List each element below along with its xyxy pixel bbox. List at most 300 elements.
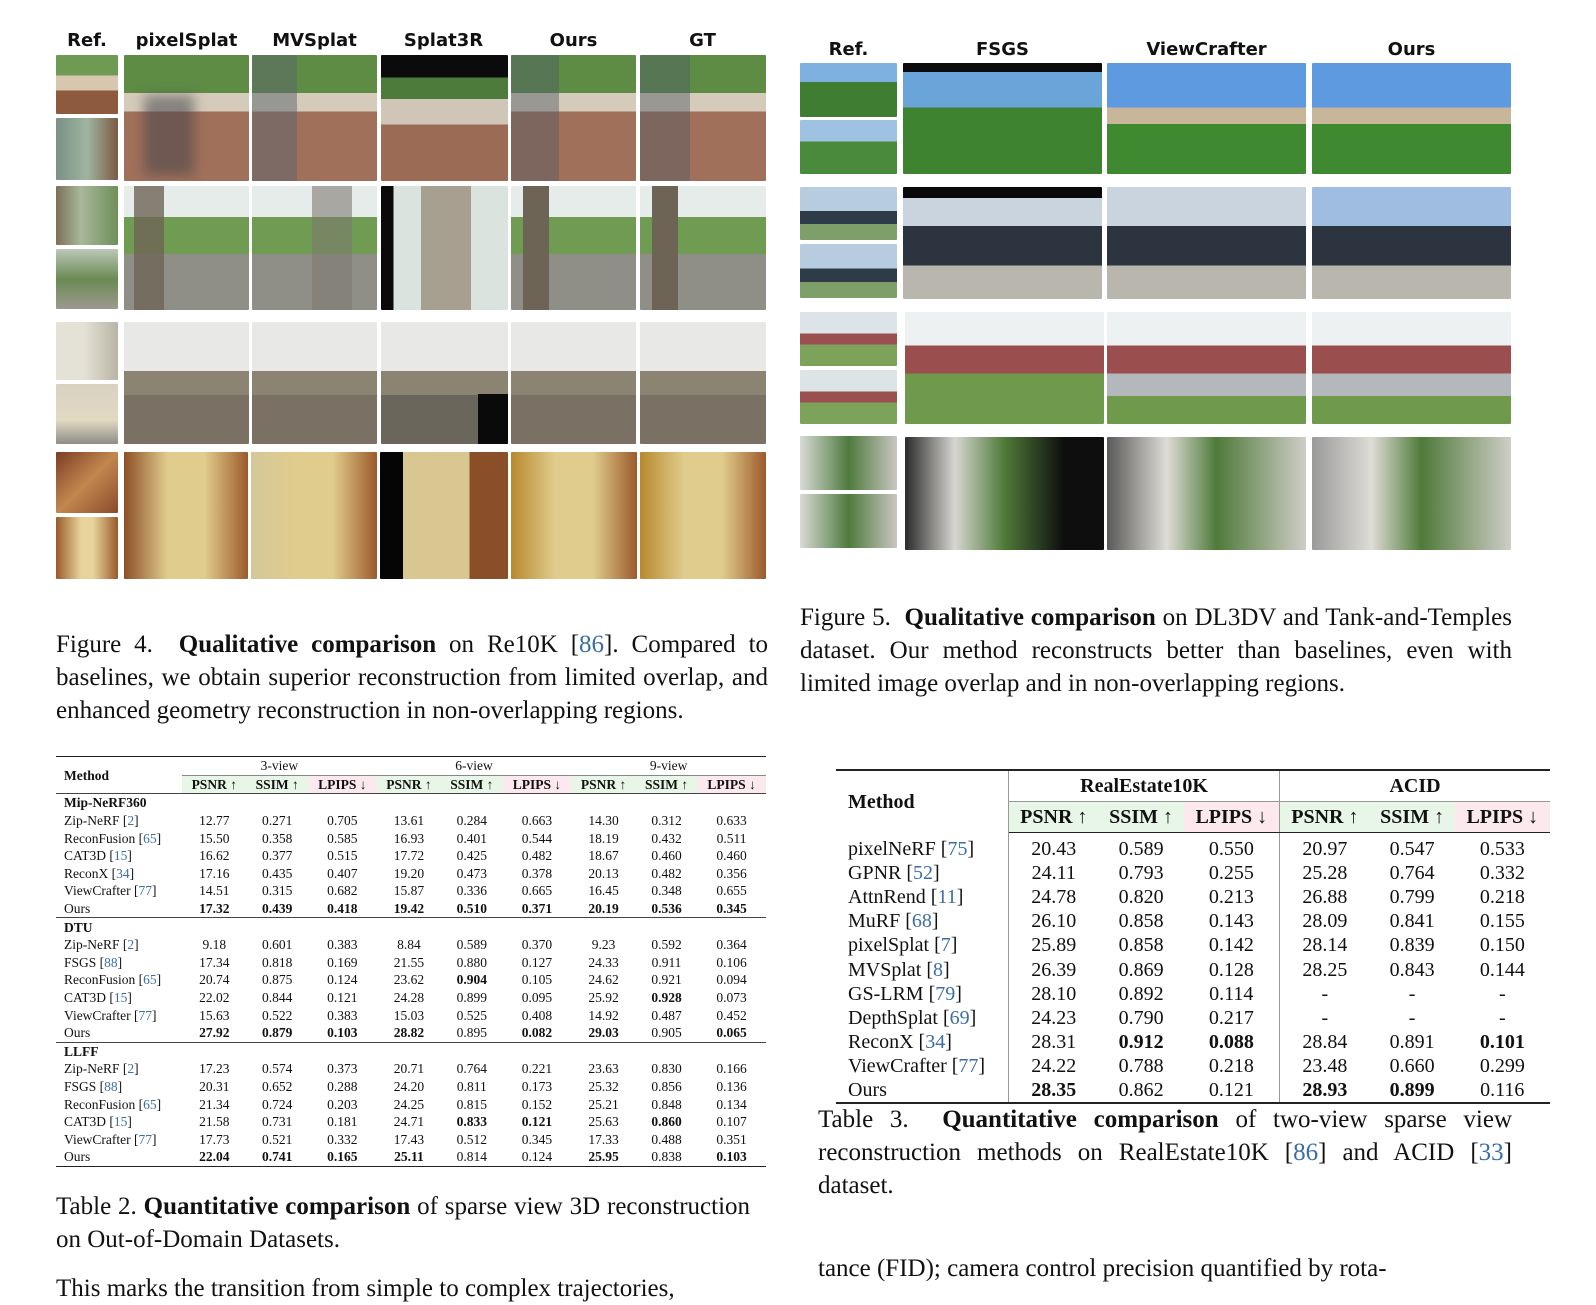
value-cell: 27.92 <box>199 1025 230 1041</box>
table-2-method-header: Method <box>56 757 182 794</box>
citation-link[interactable]: 65 <box>143 830 157 846</box>
fig4-r2-mvsplat <box>252 186 377 310</box>
value-cell: 0.127 <box>521 954 553 970</box>
value-cell: 24.78 <box>1031 886 1077 909</box>
method-name: AttnRend <box>848 886 926 909</box>
value-cell: 0.460 <box>716 848 747 864</box>
table-row <box>56 1113 766 1131</box>
table-2-caption-bold: Quantitative comparison <box>143 1193 411 1220</box>
method-cell: ViewCrafter [77] <box>64 1007 157 1023</box>
figure-4-header-pixelsplat: pixelSplat <box>135 30 238 51</box>
table-2-caption-label: Table 2. <box>56 1193 137 1220</box>
value-cell: 0.818 <box>262 954 293 970</box>
method-cell: ReconFusion [65] <box>64 972 162 988</box>
value-cell: 0.143 <box>1184 909 1280 933</box>
method-cell: MVSplat [8] <box>836 957 1009 981</box>
value-cell: 21.58 <box>199 1114 230 1130</box>
value-cell: 0.358 <box>262 830 293 846</box>
value-cell: 0.370 <box>521 937 553 953</box>
value-cell: 0.348 <box>651 883 682 899</box>
citation-link[interactable]: 68 <box>911 910 932 933</box>
value-cell: 9.18 <box>202 937 227 953</box>
body-text-right: tance (FID); camera control precision quantified by rota- <box>818 1255 1387 1282</box>
fig4-r3-ref-a <box>56 322 118 380</box>
method-cell: FSGS [88] <box>64 954 123 970</box>
value-cell: 17.32 <box>199 901 230 917</box>
citation-link[interactable]: 77 <box>138 1007 153 1023</box>
value-cell: 23.62 <box>393 972 425 988</box>
value-cell: 0.814 <box>441 1148 502 1166</box>
method-name: Ours <box>64 1025 91 1041</box>
table-3-group-acid: ACID <box>1280 770 1550 802</box>
table-row <box>56 900 766 918</box>
value-cell: 23.48 <box>1302 1054 1348 1077</box>
value-cell: 19.20 <box>393 865 425 881</box>
citation-link[interactable]: 69 <box>949 1006 970 1029</box>
table-3-group-re10k: RealEstate10K <box>1009 770 1280 802</box>
value-cell: 20.31 <box>199 1078 230 1094</box>
table-3-caption-pre: of two-view sparse view reconstruction methods on RealEstate10K [ <box>818 1106 1513 1166</box>
fig5-r2-viewcrafter <box>1107 187 1306 299</box>
value-cell: 0.418 <box>327 901 358 917</box>
value-cell: 0.312 <box>651 813 682 829</box>
value-cell: 0.574 <box>262 1061 293 1077</box>
value-cell: 0.345 <box>521 1131 553 1147</box>
fig5-r2-ours <box>1312 187 1511 299</box>
figure-4-caption-label: Figure 4. <box>56 631 153 658</box>
value-cell: 0.848 <box>651 1096 682 1112</box>
citation-link[interactable]: 77 <box>138 883 153 899</box>
method-cell <box>56 1148 182 1166</box>
citation-link[interactable]: 34 <box>925 1030 946 1053</box>
method-name: ReconFusion <box>64 830 136 846</box>
value-cell: 25.92 <box>588 990 619 1006</box>
method-name: pixelNeRF <box>848 837 936 860</box>
value-cell: 0.094 <box>716 972 747 988</box>
value-cell: - <box>1498 1006 1506 1029</box>
fig5-r1-ref-a <box>800 63 897 117</box>
method-cell: ReconFusion [65] <box>64 830 162 846</box>
value-cell: 24.23 <box>1031 1006 1077 1029</box>
value-cell: 17.73 <box>199 1131 230 1147</box>
method-cell <box>56 1024 182 1042</box>
value-cell: 0.764 <box>456 1061 488 1077</box>
value-cell: 0.401 <box>456 830 488 846</box>
method-cell: AttnRend [11] <box>836 885 1009 909</box>
value-cell: 25.63 <box>588 1114 619 1130</box>
value-cell: 0.165 <box>308 1148 377 1166</box>
value-cell: 14.30 <box>588 813 619 829</box>
value-cell: 0.482 <box>521 848 553 864</box>
citation-link[interactable]: 75 <box>947 837 968 860</box>
citation-link[interactable]: 77 <box>958 1054 979 1077</box>
method-cell: ReconX [34] <box>836 1030 1009 1054</box>
table-2-section-header: Mip-NeRF360 <box>56 794 766 812</box>
table-3-caption-cite-1[interactable]: 86 <box>1293 1139 1319 1166</box>
value-cell: 0.899 <box>1389 1078 1435 1101</box>
citation-link[interactable]: 15 <box>113 848 128 864</box>
value-cell: 0.536 <box>651 901 682 917</box>
value-cell: 25.95 <box>571 1148 636 1166</box>
citation-link[interactable]: 2 <box>127 813 135 829</box>
fig4-r2-pixelsplat <box>124 186 249 310</box>
table-row <box>836 861 1550 885</box>
table-row <box>56 936 766 954</box>
fig5-r2-fsgs <box>903 187 1102 299</box>
fig5-r4-ours <box>1312 437 1511 550</box>
method-name: ReconX <box>64 865 109 881</box>
table-2-group-6view: 6-view <box>377 757 572 776</box>
value-cell: 0.815 <box>456 1096 488 1112</box>
value-cell: 17.16 <box>199 865 230 881</box>
value-cell: 0.336 <box>456 883 488 899</box>
value-cell: - <box>1321 982 1329 1005</box>
value-cell: 0.793 <box>1118 862 1164 885</box>
value-cell: 0.844 <box>262 990 293 1006</box>
method-name: pixelSplat <box>848 934 930 957</box>
t2-metric: LPIPS ↓ <box>503 775 572 794</box>
value-cell: 0.284 <box>456 813 488 829</box>
fig5-r3-viewcrafter <box>1107 312 1306 424</box>
value-cell: 24.20 <box>393 1078 425 1094</box>
value-cell: 0.203 <box>327 1096 358 1112</box>
fig4-r2-gt <box>640 186 766 310</box>
value-cell: 9.23 <box>591 937 616 953</box>
value-cell: 0.378 <box>521 865 553 881</box>
value-cell: 28.93 <box>1302 1078 1348 1101</box>
value-cell: 26.39 <box>1031 958 1077 981</box>
value-cell: 0.106 <box>716 954 747 970</box>
fig4-r2-ref-b <box>56 249 118 309</box>
value-cell: 0.435 <box>262 865 293 881</box>
method-name: Ours <box>848 1078 887 1101</box>
value-cell: 26.88 <box>1302 886 1348 909</box>
table-3-caption-cite-2[interactable]: 33 <box>1478 1139 1504 1166</box>
fig5-r2-ref-a <box>800 187 897 240</box>
table-row <box>836 1054 1550 1078</box>
value-cell: 0.892 <box>1118 982 1164 1005</box>
method-name: ViewCrafter <box>64 1007 131 1023</box>
value-cell: 0.288 <box>327 1078 358 1094</box>
method-cell: DepthSplat [69] <box>836 1006 1009 1030</box>
value-cell: 20.97 <box>1302 838 1348 861</box>
fig4-r3-mvsplat <box>252 322 377 444</box>
citation-link[interactable]: 8 <box>933 958 944 981</box>
t2-metric: LPIPS ↓ <box>308 775 377 794</box>
method-name: CAT3D <box>64 1114 107 1130</box>
method-name: ViewCrafter <box>64 883 131 899</box>
table-2-section-header: DTU <box>56 918 766 936</box>
value-cell: 25.89 <box>1031 934 1077 957</box>
value-cell: 0.905 <box>651 1025 682 1041</box>
citation-link[interactable]: 77 <box>138 1131 153 1147</box>
method-cell: FSGS [88] <box>64 1078 123 1094</box>
method-cell: CAT3D [15] <box>64 848 132 864</box>
table-3 <box>836 769 1550 1104</box>
value-cell: 28.82 <box>393 1025 425 1041</box>
value-cell: 0.533 <box>1479 838 1525 861</box>
method-name: GS-LRM <box>848 982 924 1005</box>
value-cell: 22.04 <box>182 1148 247 1166</box>
value-cell: 0.073 <box>716 990 747 1006</box>
value-cell: 24.62 <box>588 972 619 988</box>
value-cell: 0.682 <box>327 883 358 899</box>
value-cell: 0.521 <box>262 1131 293 1147</box>
value-cell: 16.62 <box>199 848 230 864</box>
value-cell: 0.482 <box>651 865 682 881</box>
value-cell: 15.03 <box>393 1007 425 1023</box>
figure-4-header-splat3r: Splat3R <box>403 30 484 51</box>
value-cell: 17.72 <box>393 848 425 864</box>
fig4-r2-ref-a <box>56 186 118 245</box>
table-row <box>836 909 1550 933</box>
t3-metric: PSNR ↑ <box>1009 802 1099 833</box>
value-cell: 20.19 <box>588 901 619 917</box>
value-cell: 0.218 <box>1184 1054 1280 1078</box>
value-cell: 0.345 <box>716 901 747 917</box>
value-cell: 0.169 <box>327 954 358 970</box>
value-cell: 28.25 <box>1302 958 1348 981</box>
table-row <box>56 829 766 847</box>
fig5-r1-fsgs <box>903 63 1102 174</box>
value-cell: 0.839 <box>1389 934 1435 957</box>
value-cell: 13.61 <box>393 813 425 829</box>
value-cell: - <box>1408 982 1416 1005</box>
t2-metric: SSIM ↑ <box>247 775 308 794</box>
value-cell: 0.589 <box>1118 838 1164 861</box>
method-cell: ViewCrafter [77] <box>64 883 157 899</box>
citation-link[interactable]: 2 <box>127 1061 135 1077</box>
citation-link[interactable]: 52 <box>913 862 934 885</box>
t3-metric: PSNR ↑ <box>1280 802 1370 833</box>
value-cell: 14.92 <box>588 1007 619 1023</box>
value-cell: 0.121 <box>327 990 358 1006</box>
citation-link[interactable]: 65 <box>143 1096 157 1112</box>
method-name: ReconX <box>848 1030 914 1053</box>
citation-link[interactable]: 65 <box>143 972 157 988</box>
value-cell: - <box>1408 1006 1416 1029</box>
method-cell <box>836 1078 1009 1103</box>
citation-link[interactable]: 2 <box>127 937 135 953</box>
table-row <box>56 1024 766 1042</box>
value-cell: 0.218 <box>1479 886 1525 909</box>
method-cell <box>56 900 182 918</box>
fig4-r3-gt <box>640 322 766 444</box>
t2-metric: SSIM ↑ <box>441 775 502 794</box>
figure-4-header-mvsplat: MVSplat <box>272 30 357 51</box>
value-cell: 28.14 <box>1302 934 1348 957</box>
table-row <box>836 885 1550 909</box>
value-cell: 0.731 <box>262 1114 293 1130</box>
fig4-r1-ref-b <box>56 118 118 180</box>
value-cell: 0.550 <box>1184 833 1280 862</box>
fig4-r2-ours <box>511 186 636 310</box>
value-cell: 0.705 <box>327 813 358 829</box>
value-cell: 0.487 <box>651 1007 682 1023</box>
value-cell: 0.875 <box>262 972 293 988</box>
figure-4-caption-bold: Qualitative comparison <box>178 631 437 658</box>
method-name: ViewCrafter <box>64 1131 131 1147</box>
value-cell: 0.880 <box>456 954 488 970</box>
method-cell: pixelNeRF [75] <box>836 833 1009 862</box>
value-cell: 24.33 <box>588 954 619 970</box>
value-cell: 0.799 <box>1389 886 1435 909</box>
figure-5-header-fsgs: FSGS <box>976 39 1029 60</box>
value-cell: 20.13 <box>588 865 619 881</box>
fig4-r3-ours <box>511 322 636 444</box>
fig4-r3-splat3r <box>381 322 508 444</box>
value-cell: 0.460 <box>651 848 682 864</box>
value-cell: 0.665 <box>521 883 553 899</box>
value-cell: 0.152 <box>521 1096 553 1112</box>
value-cell: 0.383 <box>327 937 358 953</box>
value-cell: 0.652 <box>262 1078 293 1094</box>
value-cell: 14.51 <box>199 883 230 899</box>
method-name: Zip-NeRF <box>64 1061 120 1077</box>
fig4-r4-ref-b <box>56 517 118 579</box>
method-cell: CAT3D [15] <box>64 1114 132 1130</box>
value-cell: 0.585 <box>327 830 358 846</box>
fig5-r4-fsgs <box>905 437 1104 550</box>
value-cell: 0.134 <box>716 1096 747 1112</box>
citation-link[interactable]: 15 <box>113 990 128 1006</box>
method-name: Ours <box>64 901 91 917</box>
value-cell: 0.473 <box>456 865 488 881</box>
value-cell: 0.364 <box>716 937 747 953</box>
value-cell: 0.121 <box>1184 1078 1280 1103</box>
value-cell: 0.512 <box>456 1131 488 1147</box>
table-row <box>836 933 1550 957</box>
fig4-r3-pixelsplat <box>124 322 249 444</box>
value-cell: 0.655 <box>716 883 747 899</box>
citation-link[interactable]: 88 <box>104 1078 118 1094</box>
table-3-caption-label: Table 3. <box>818 1106 909 1133</box>
value-cell: 28.35 <box>1031 1078 1077 1101</box>
value-cell: 0.107 <box>716 1114 747 1130</box>
value-cell: 20.43 <box>1031 838 1077 861</box>
value-cell: 0.356 <box>716 865 747 881</box>
value-cell: 0.912 <box>1118 1030 1164 1053</box>
method-name: DepthSplat <box>848 1006 938 1029</box>
value-cell: 24.25 <box>393 1096 425 1112</box>
figure-5-caption <box>800 601 1512 700</box>
figure-4-caption-cite[interactable]: 86 <box>579 631 605 658</box>
value-cell: 0.373 <box>327 1061 358 1077</box>
value-cell: 23.63 <box>588 1061 619 1077</box>
value-cell: 0.452 <box>716 1007 747 1023</box>
value-cell: 0.299 <box>1479 1054 1525 1077</box>
value-cell: 0.522 <box>262 1007 293 1023</box>
value-cell: 17.33 <box>588 1131 619 1147</box>
value-cell: 0.862 <box>1118 1078 1164 1101</box>
value-cell: 29.03 <box>588 1025 619 1041</box>
table-row <box>56 1148 766 1166</box>
citation-link[interactable]: 11 <box>937 886 957 909</box>
value-cell: 0.114 <box>1184 982 1280 1006</box>
fig5-r3-ref-b <box>800 370 897 424</box>
value-cell: 0.515 <box>327 848 358 864</box>
table-row <box>56 1130 766 1148</box>
value-cell: 0.790 <box>1118 1006 1164 1029</box>
method-cell: ViewCrafter [77] <box>64 1131 157 1147</box>
value-cell: 0.121 <box>521 1114 553 1130</box>
table-row <box>56 954 766 972</box>
value-cell: 16.45 <box>588 883 619 899</box>
fig4-r3-ref-b <box>56 384 118 444</box>
table-row <box>56 1006 766 1024</box>
figure-4-header-gt: GT <box>689 30 716 51</box>
figure-4-header-ref: Ref. <box>67 30 107 51</box>
value-cell: 0.181 <box>327 1114 358 1130</box>
value-cell: 20.74 <box>199 972 230 988</box>
value-cell: 0.525 <box>456 1007 488 1023</box>
table-row <box>56 1078 766 1096</box>
citation-link[interactable]: 7 <box>940 934 951 957</box>
table-row <box>56 882 766 900</box>
value-cell: 0.764 <box>1389 862 1435 885</box>
fig5-r1-ours <box>1312 63 1511 174</box>
value-cell: 0.271 <box>262 813 293 829</box>
value-cell: 0.432 <box>651 830 682 846</box>
value-cell: 18.19 <box>588 830 619 846</box>
fig4-r4-ours <box>511 452 637 579</box>
value-cell: 0.144 <box>1479 958 1525 981</box>
table-3-caption-bold: Quantitative comparison <box>942 1106 1219 1133</box>
value-cell: 0.103 <box>327 1025 358 1041</box>
value-cell: 0.663 <box>521 813 553 829</box>
method-cell: GPNR [52] <box>836 861 1009 885</box>
citation-link[interactable]: 15 <box>113 1114 128 1130</box>
method-cell: ReconX [34] <box>64 865 135 881</box>
t2-metric: LPIPS ↓ <box>697 775 766 794</box>
figure-5-header-ours: Ours <box>1387 39 1436 60</box>
value-cell: 0.833 <box>456 1114 488 1130</box>
method-cell: pixelSplat [7] <box>836 933 1009 957</box>
method-cell: GS-LRM [79] <box>836 982 1009 1006</box>
fig4-r1-gt <box>640 55 766 181</box>
value-cell: 0.592 <box>651 937 682 953</box>
table-2-group-3view: 3-view <box>182 757 377 776</box>
method-name: MuRF <box>848 910 901 933</box>
fig5-r3-fsgs <box>905 312 1104 424</box>
value-cell: 0.511 <box>716 830 747 846</box>
value-cell: 0.101 <box>1479 1030 1525 1053</box>
fig5-r4-viewcrafter <box>1107 437 1306 550</box>
value-cell: 0.088 <box>1184 1030 1280 1054</box>
value-cell: 0.136 <box>716 1078 747 1094</box>
table-row <box>56 989 766 1007</box>
value-cell: 0.439 <box>262 901 293 917</box>
value-cell: 0.879 <box>262 1025 293 1041</box>
method-name: Zip-NeRF <box>64 937 120 953</box>
value-cell: 0.332 <box>1479 862 1525 885</box>
citation-link[interactable]: 79 <box>935 982 956 1005</box>
citation-link[interactable]: 88 <box>104 954 118 970</box>
fig4-r1-splat3r <box>381 55 508 181</box>
method-cell: MuRF [68] <box>836 909 1009 933</box>
value-cell: 0.371 <box>521 901 553 917</box>
figure-4-caption-pre: on Re10K [ <box>449 631 580 658</box>
value-cell: 0.142 <box>1184 933 1280 957</box>
citation-link[interactable]: 34 <box>116 865 130 881</box>
value-cell: 0.150 <box>1479 934 1525 957</box>
figure-5-header-viewcrafter: ViewCrafter <box>1146 39 1267 60</box>
value-cell: 0.741 <box>247 1148 308 1166</box>
table-2-group-9view: 9-view <box>571 757 766 776</box>
value-cell: 0.838 <box>636 1148 697 1166</box>
value-cell: 0.155 <box>1479 910 1525 933</box>
method-cell: Zip-NeRF [2] <box>64 1061 139 1077</box>
